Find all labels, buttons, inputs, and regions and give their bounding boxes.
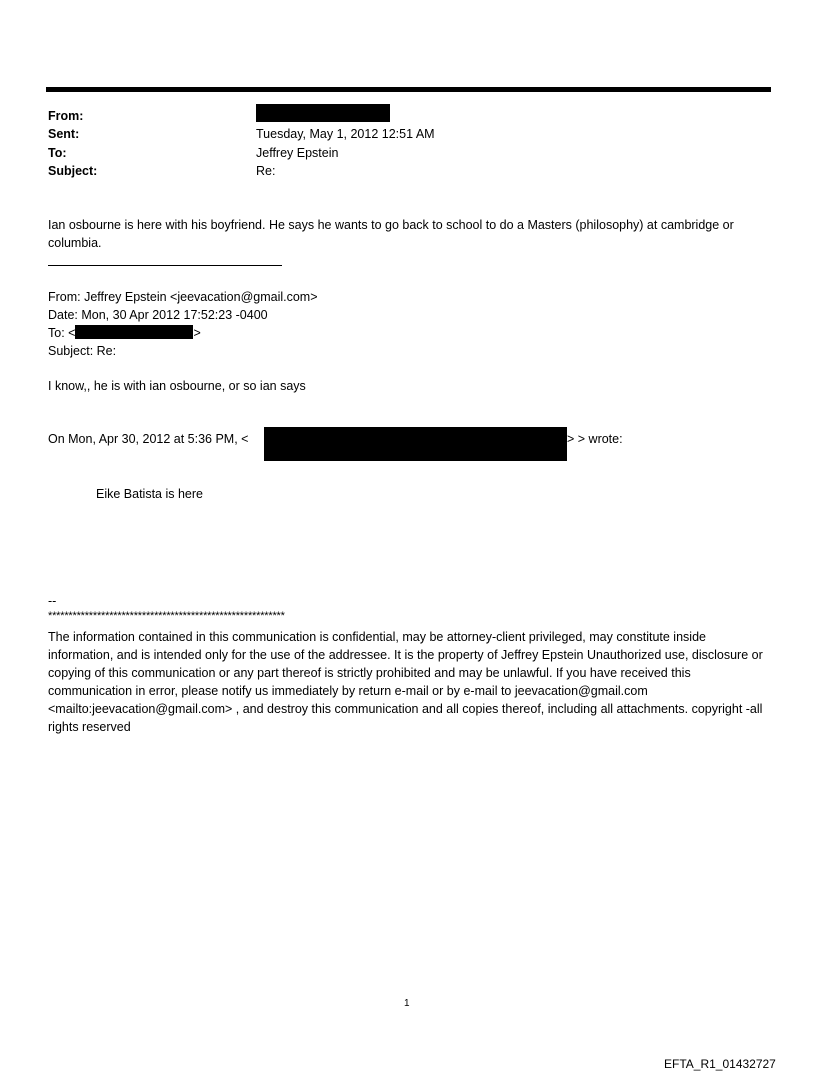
quote-separator — [48, 265, 282, 266]
quoted-to-suffix: > — [193, 326, 201, 340]
quoted-subject-line: Subject: Re: — [48, 344, 117, 358]
nested-message: Eike Batista is here — [96, 487, 203, 501]
reply-text: I know,, he is with ian osbourne, or so ian says — [48, 379, 306, 393]
quoted-date-line: Date: Mon, 30 Apr 2012 17:52:23 -0400 — [48, 308, 268, 322]
signature-dashes: -- — [48, 594, 57, 608]
redacted-sender — [256, 104, 390, 122]
attribution-prefix: On Mon, Apr 30, 2012 at 5:36 PM, < — [48, 432, 249, 446]
to-label: To: — [48, 146, 67, 160]
sent-value: Tuesday, May 1, 2012 12:51 AM — [256, 127, 435, 141]
message-body: Ian osbourne is here with his boyfriend. He says he wants to go back to school to do a Masters (philosophy) at cambridge or columbia. — [48, 218, 734, 250]
subject-label: Subject: — [48, 164, 98, 178]
quoted-to-line — [48, 324, 201, 342]
from-label: From: — [48, 109, 84, 123]
header-rule — [46, 87, 771, 92]
redacted-recipient — [75, 325, 193, 339]
disclaimer-text: The information contained in this communication is confidential, may be attorney-client privileged, may constitute inside information, and is intended only for the use of the addressee. It is the property of Jeffrey Epstein Unauthorized use, disclosure or copying of this communication or any part thereof is strictly prohibited and may be unlawful. If you have received this communication in error, please notify us immediately by return e-mail or by e-mail to jeevacation@gmail.com <mailto:jeevacation@gmail.com> , and destroy this communication and all copies thereof, including all attachments. copyright -all rights reserved — [48, 630, 763, 734]
sent-label: Sent: — [48, 127, 80, 141]
subject-value: Re: — [256, 164, 276, 178]
document-id: EFTA_R1_01432727 — [664, 1057, 776, 1071]
quoted-to-prefix: To: < — [48, 326, 76, 340]
attribution-suffix: > > wrote: — [567, 432, 623, 446]
page-number: 1 — [404, 998, 410, 1009]
quoted-from-line: From: Jeffrey Epstein <jeevacation@gmail.com> — [48, 290, 318, 304]
redacted-attribution-email — [264, 427, 567, 461]
signature-stars: ********************************************************** — [48, 610, 285, 622]
to-value: Jeffrey Epstein — [256, 146, 339, 160]
